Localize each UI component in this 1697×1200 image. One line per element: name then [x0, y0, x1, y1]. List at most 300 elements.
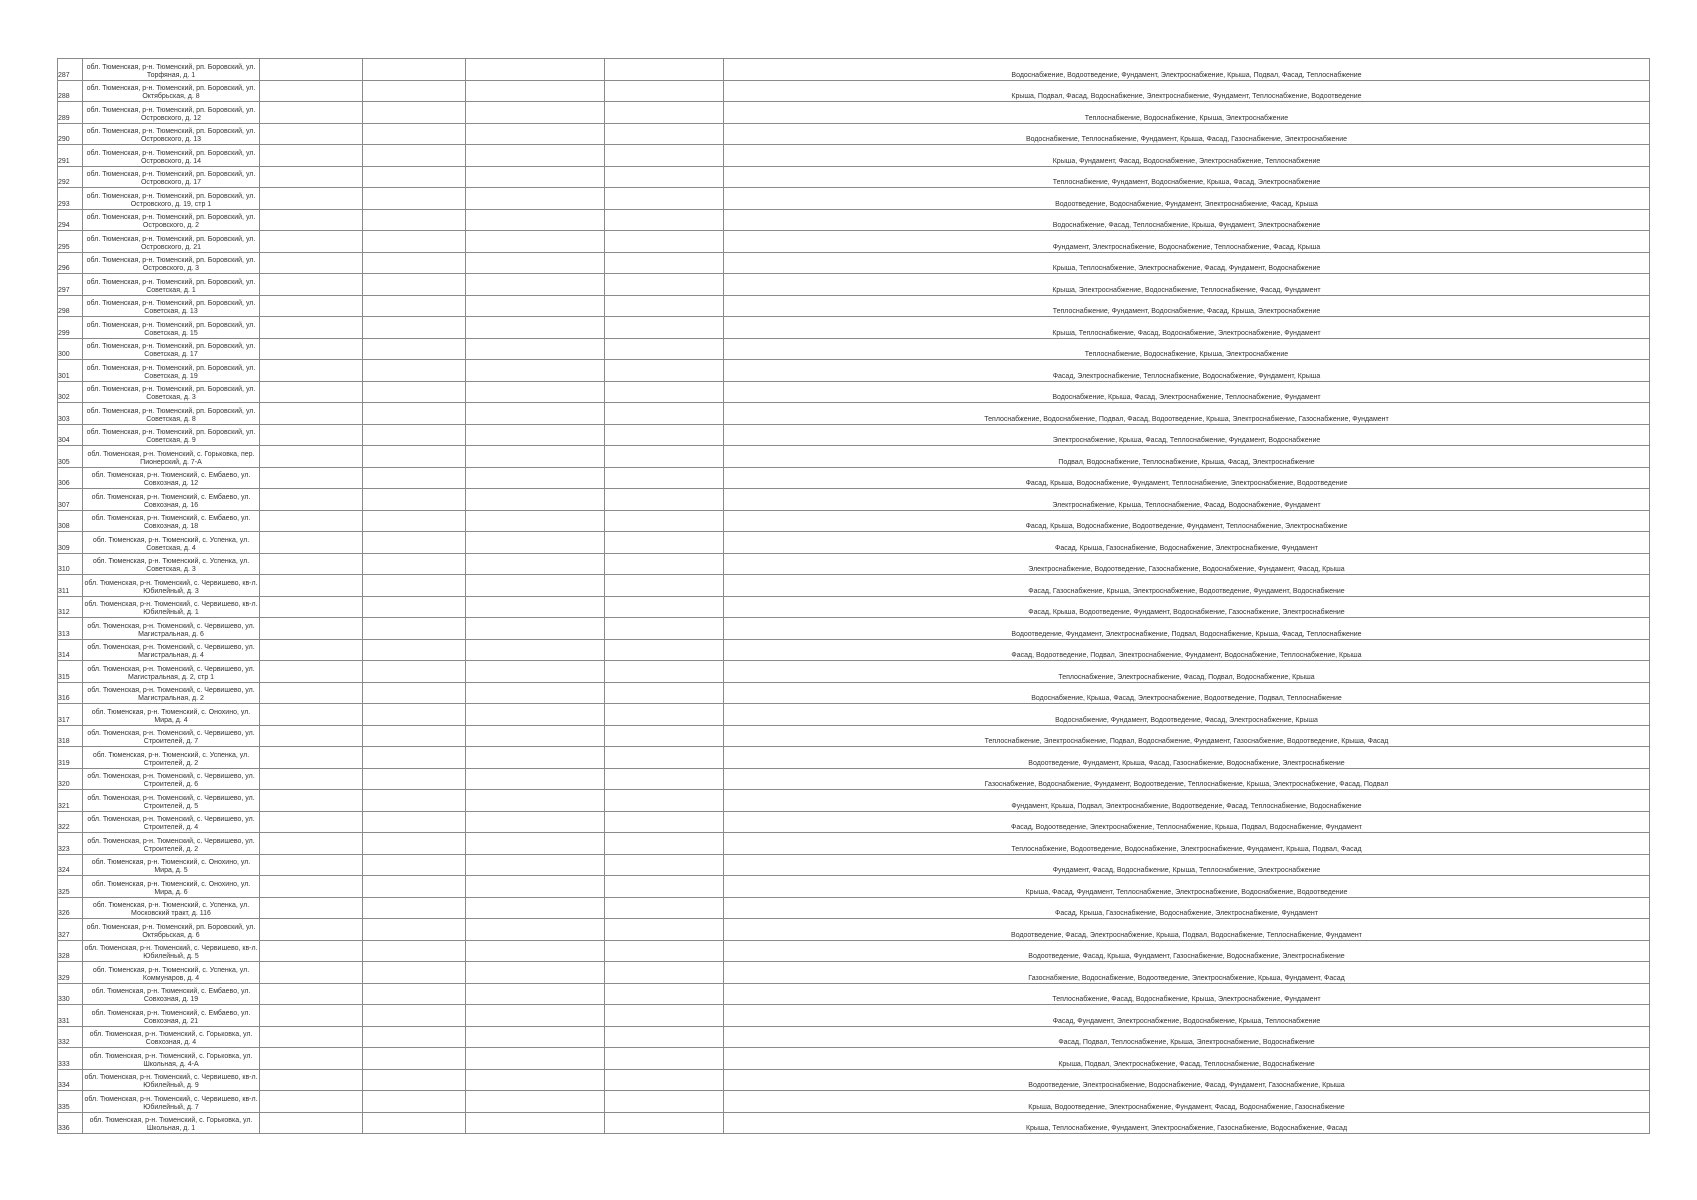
row-address: обл. Тюменская, р-н. Тюменский, с. Червишево, ул. Строителей, д. 5 — [83, 790, 260, 812]
empty-cell — [605, 553, 724, 575]
row-address: обл. Тюменская, р-н. Тюменский, рп. Боровский, ул. Островского, д. 2 — [83, 209, 260, 231]
empty-cell — [363, 854, 466, 876]
empty-cell — [260, 983, 363, 1005]
empty-cell — [466, 1091, 605, 1113]
empty-cell — [605, 704, 724, 726]
row-address: обл. Тюменская, р-н. Тюменский, с. Червишево, кв-л. Юбилейный, д. 9 — [83, 1069, 260, 1091]
empty-cell — [605, 940, 724, 962]
row-number: 320 — [58, 768, 83, 790]
row-works: Фундамент, Крыша, Подвал, Электроснабжение, Водоотведение, Фасад, Теплоснабжение, Водоснабжение — [724, 790, 1650, 812]
empty-cell — [466, 983, 605, 1005]
row-works: Крыша, Подвал, Фасад, Водоснабжение, Электроснабжение, Фундамент, Теплоснабжение, Водоотведение — [724, 80, 1650, 102]
row-number: 301 — [58, 360, 83, 382]
row-address: обл. Тюменская, р-н. Тюменский, с. Червишево, ул. Строителей, д. 4 — [83, 811, 260, 833]
empty-cell — [466, 532, 605, 554]
row-number: 303 — [58, 403, 83, 425]
row-number: 323 — [58, 833, 83, 855]
table-row — [58, 317, 1650, 339]
empty-cell — [605, 983, 724, 1005]
row-works: Теплоснабжение, Водоснабжение, Крыша, Электроснабжение — [724, 338, 1650, 360]
table-row — [58, 1069, 1650, 1091]
row-number: 308 — [58, 510, 83, 532]
row-works: Электроснабжение, Крыша, Фасад, Теплоснабжение, Фундамент, Водоснабжение — [724, 424, 1650, 446]
empty-cell — [605, 682, 724, 704]
empty-cell — [466, 209, 605, 231]
empty-cell — [605, 102, 724, 124]
row-works: Крыша, Электроснабжение, Водоснабжение, Теплоснабжение, Фасад, Фундамент — [724, 274, 1650, 296]
row-works: Водоснабжение, Крыша, Фасад, Электроснабжение, Теплоснабжение, Фундамент — [724, 381, 1650, 403]
empty-cell — [605, 833, 724, 855]
row-works: Водоснабжение, Теплоснабжение, Фундамент, Крыша, Фасад, Газоснабжение, Электроснабжение — [724, 123, 1650, 145]
row-number: 314 — [58, 639, 83, 661]
row-works: Водоотведение, Фасад, Электроснабжение, Крыша, Подвал, Водоснабжение, Теплоснабжение, Фундамент — [724, 919, 1650, 941]
row-works: Водоотведение, Электроснабжение, Водоснабжение, Фасад, Фундамент, Газоснабжение, Крыша — [724, 1069, 1650, 1091]
row-number: 298 — [58, 295, 83, 317]
row-number: 299 — [58, 317, 83, 339]
table-row — [58, 231, 1650, 253]
row-number: 326 — [58, 897, 83, 919]
row-works: Теплоснабжение, Электроснабжение, Подвал, Водоснабжение, Фундамент, Газоснабжение, Водоотведение, Крыша, Фасад — [724, 725, 1650, 747]
row-number: 318 — [58, 725, 83, 747]
empty-cell — [363, 790, 466, 812]
empty-cell — [466, 467, 605, 489]
empty-cell — [363, 704, 466, 726]
empty-cell — [466, 596, 605, 618]
empty-cell — [363, 59, 466, 81]
row-address: обл. Тюменская, р-н. Тюменский, с. Горьковка, пер. Пионерский, д. 7-А — [83, 446, 260, 468]
empty-cell — [260, 274, 363, 296]
empty-cell — [466, 940, 605, 962]
row-address: обл. Тюменская, р-н. Тюменский, рп. Боровский, ул. Советская, д. 1 — [83, 274, 260, 296]
empty-cell — [260, 1005, 363, 1027]
row-works: Крыша, Фундамент, Фасад, Водоснабжение, Электроснабжение, Теплоснабжение — [724, 145, 1650, 167]
table-row — [58, 897, 1650, 919]
works-table — [57, 58, 1650, 1134]
row-address: обл. Тюменская, р-н. Тюменский, с. Ембаево, ул. Совхозная, д. 16 — [83, 489, 260, 511]
empty-cell — [260, 467, 363, 489]
row-address: обл. Тюменская, р-н. Тюменский, рп. Боровский, ул. Островского, д. 12 — [83, 102, 260, 124]
empty-cell — [605, 811, 724, 833]
empty-cell — [363, 1005, 466, 1027]
row-number: 333 — [58, 1048, 83, 1070]
empty-cell — [363, 940, 466, 962]
empty-cell — [363, 123, 466, 145]
row-works: Фасад, Крыша, Водоснабжение, Водоотведение, Фундамент, Теплоснабжение, Электроснабжение — [724, 510, 1650, 532]
table-row — [58, 295, 1650, 317]
row-address: обл. Тюменская, р-н. Тюменский, с. Червишево, ул. Магистральная, д. 6 — [83, 618, 260, 640]
row-works: Фасад, Крыша, Водоотведение, Фундамент, Водоснабжение, Газоснабжение, Электроснабжение — [724, 596, 1650, 618]
row-number: 297 — [58, 274, 83, 296]
row-number: 289 — [58, 102, 83, 124]
row-works: Фасад, Крыша, Водоснабжение, Фундамент, Теплоснабжение, Электроснабжение, Водоотведение — [724, 467, 1650, 489]
empty-cell — [605, 1005, 724, 1027]
empty-cell — [466, 145, 605, 167]
empty-cell — [260, 704, 363, 726]
empty-cell — [260, 639, 363, 661]
row-works: Электроснабжение, Водоотведение, Газоснабжение, Водоснабжение, Фундамент, Фасад, Крыша — [724, 553, 1650, 575]
table-row — [58, 575, 1650, 597]
empty-cell — [363, 338, 466, 360]
row-address: обл. Тюменская, р-н. Тюменский, с. Успенка, ул. Коммунаров, д. 4 — [83, 962, 260, 984]
empty-cell — [260, 188, 363, 210]
empty-cell — [363, 1048, 466, 1070]
row-works: Теплоснабжение, Фасад, Водоснабжение, Крыша, Электроснабжение, Фундамент — [724, 983, 1650, 1005]
empty-cell — [260, 897, 363, 919]
empty-cell — [605, 1112, 724, 1134]
row-address: обл. Тюменская, р-н. Тюменский, рп. Боровский, ул. Островского, д. 21 — [83, 231, 260, 253]
empty-cell — [466, 317, 605, 339]
row-address: обл. Тюменская, р-н. Тюменский, с. Онохино, ул. Мира, д. 5 — [83, 854, 260, 876]
empty-cell — [260, 747, 363, 769]
row-works: Водоснабжение, Фундамент, Водоотведение, Фасад, Электроснабжение, Крыша — [724, 704, 1650, 726]
table-row — [58, 661, 1650, 683]
row-works: Крыша, Фасад, Фундамент, Теплоснабжение, Электроснабжение, Водоснабжение, Водоотведение — [724, 876, 1650, 898]
row-works: Фасад, Водоотведение, Подвал, Электроснабжение, Фундамент, Водоснабжение, Теплоснабжение, Крыша — [724, 639, 1650, 661]
row-address: обл. Тюменская, р-н. Тюменский, с. Ембаево, ул. Совхозная, д. 19 — [83, 983, 260, 1005]
empty-cell — [466, 274, 605, 296]
row-address: обл. Тюменская, р-н. Тюменский, с. Успенка, ул. Советская, д. 4 — [83, 532, 260, 554]
empty-cell — [363, 360, 466, 382]
row-works: Фасад, Крыша, Газоснабжение, Водоснабжение, Электроснабжение, Фундамент — [724, 532, 1650, 554]
empty-cell — [260, 317, 363, 339]
row-address: обл. Тюменская, р-н. Тюменский, рп. Боровский, ул. Островского, д. 19, стр 1 — [83, 188, 260, 210]
empty-cell — [260, 596, 363, 618]
table-row — [58, 983, 1650, 1005]
row-works: Газоснабжение, Водоснабжение, Фундамент, Водоотведение, Теплоснабжение, Крыша, Электроснабжение, Фасад, Подвал — [724, 768, 1650, 790]
row-works: Водоснабжение, Фасад, Теплоснабжение, Крыша, Фундамент, Электроснабжение — [724, 209, 1650, 231]
empty-cell — [466, 962, 605, 984]
table-row — [58, 747, 1650, 769]
row-works: Фундамент, Электроснабжение, Водоснабжение, Теплоснабжение, Фасад, Крыша — [724, 231, 1650, 253]
empty-cell — [363, 467, 466, 489]
empty-cell — [363, 295, 466, 317]
empty-cell — [260, 231, 363, 253]
empty-cell — [466, 424, 605, 446]
row-number: 322 — [58, 811, 83, 833]
row-address: обл. Тюменская, р-н. Тюменский, с. Червишево, ул. Магистральная, д. 4 — [83, 639, 260, 661]
table-row — [58, 510, 1650, 532]
empty-cell — [260, 252, 363, 274]
row-address: обл. Тюменская, р-н. Тюменский, рп. Боровский, ул. Советская, д. 3 — [83, 381, 260, 403]
row-works: Фасад, Подвал, Теплоснабжение, Крыша, Электроснабжение, Водоснабжение — [724, 1026, 1650, 1048]
empty-cell — [466, 575, 605, 597]
empty-cell — [260, 1091, 363, 1113]
row-address: обл. Тюменская, р-н. Тюменский, рп. Боровский, ул. Октябрьская, д. 6 — [83, 919, 260, 941]
row-number: 312 — [58, 596, 83, 618]
empty-cell — [363, 209, 466, 231]
empty-cell — [363, 811, 466, 833]
row-address: обл. Тюменская, р-н. Тюменский, с. Успенка, ул. Строителей, д. 2 — [83, 747, 260, 769]
empty-cell — [466, 1005, 605, 1027]
empty-cell — [466, 188, 605, 210]
empty-cell — [260, 80, 363, 102]
empty-cell — [466, 639, 605, 661]
row-number: 296 — [58, 252, 83, 274]
row-number: 305 — [58, 446, 83, 468]
row-number: 310 — [58, 553, 83, 575]
row-works: Подвал, Водоснабжение, Теплоснабжение, Крыша, Фасад, Электроснабжение — [724, 446, 1650, 468]
row-address: обл. Тюменская, р-н. Тюменский, с. Червишево, ул. Строителей, д. 7 — [83, 725, 260, 747]
row-address: обл. Тюменская, р-н. Тюменский, с. Онохино, ул. Мира, д. 4 — [83, 704, 260, 726]
empty-cell — [466, 231, 605, 253]
empty-cell — [260, 618, 363, 640]
empty-cell — [605, 661, 724, 683]
empty-cell — [260, 876, 363, 898]
row-address: обл. Тюменская, р-н. Тюменский, с. Успенка, ул. Московский тракт, д. 116 — [83, 897, 260, 919]
row-address: обл. Тюменская, р-н. Тюменский, с. Ембаево, ул. Совхозная, д. 18 — [83, 510, 260, 532]
empty-cell — [466, 833, 605, 855]
row-address: обл. Тюменская, р-н. Тюменский, с. Горьковка, ул. Школьная, д. 1 — [83, 1112, 260, 1134]
empty-cell — [260, 295, 363, 317]
empty-cell — [260, 59, 363, 81]
empty-cell — [605, 854, 724, 876]
row-works: Водоснабжение, Крыша, Фасад, Электроснабжение, Водоотведение, Подвал, Теплоснабжение — [724, 682, 1650, 704]
empty-cell — [466, 381, 605, 403]
empty-cell — [260, 553, 363, 575]
empty-cell — [260, 102, 363, 124]
table-row — [58, 790, 1650, 812]
empty-cell — [363, 424, 466, 446]
row-works: Крыша, Водоотведение, Электроснабжение, Фундамент, Фасад, Водоснабжение, Газоснабжение — [724, 1091, 1650, 1113]
row-address: обл. Тюменская, р-н. Тюменский, с. Червишево, ул. Строителей, д. 6 — [83, 768, 260, 790]
row-number: 294 — [58, 209, 83, 231]
empty-cell — [363, 747, 466, 769]
empty-cell — [466, 489, 605, 511]
row-address: обл. Тюменская, р-н. Тюменский, с. Червишево, кв-л. Юбилейный, д. 1 — [83, 596, 260, 618]
empty-cell — [605, 209, 724, 231]
empty-cell — [260, 575, 363, 597]
row-address: обл. Тюменская, р-н. Тюменский, рп. Боровский, ул. Островского, д. 17 — [83, 166, 260, 188]
row-number: 328 — [58, 940, 83, 962]
row-address: обл. Тюменская, р-н. Тюменский, с. Горьковка, ул. Совхозная, д. 4 — [83, 1026, 260, 1048]
empty-cell — [605, 252, 724, 274]
empty-cell — [260, 489, 363, 511]
table-row — [58, 80, 1650, 102]
empty-cell — [363, 317, 466, 339]
table-row — [58, 403, 1650, 425]
empty-cell — [363, 231, 466, 253]
empty-cell — [466, 166, 605, 188]
row-works: Водоотведение, Фундамент, Электроснабжение, Подвал, Водоснабжение, Крыша, Фасад, Теплоснабжение — [724, 618, 1650, 640]
row-address: обл. Тюменская, р-н. Тюменский, рп. Боровский, ул. Островского, д. 13 — [83, 123, 260, 145]
table-row — [58, 123, 1650, 145]
table-row — [58, 360, 1650, 382]
row-number: 300 — [58, 338, 83, 360]
empty-cell — [466, 446, 605, 468]
table-row — [58, 833, 1650, 855]
row-works: Теплоснабжение, Водоснабжение, Крыша, Электроснабжение — [724, 102, 1650, 124]
table-row — [58, 639, 1650, 661]
empty-cell — [363, 983, 466, 1005]
empty-cell — [605, 897, 724, 919]
empty-cell — [260, 209, 363, 231]
table-row — [58, 424, 1650, 446]
empty-cell — [605, 1048, 724, 1070]
row-works: Водоотведение, Фундамент, Крыша, Фасад, Газоснабжение, Водоснабжение, Электроснабжение — [724, 747, 1650, 769]
empty-cell — [605, 790, 724, 812]
empty-cell — [466, 682, 605, 704]
empty-cell — [363, 768, 466, 790]
empty-cell — [466, 854, 605, 876]
row-address: обл. Тюменская, р-н. Тюменский, с. Ембаево, ул. Совхозная, д. 21 — [83, 1005, 260, 1027]
empty-cell — [260, 940, 363, 962]
row-works: Теплоснабжение, Водоснабжение, Подвал, Фасад, Водоотведение, Крыша, Электроснабжение, Газоснабжение, Фундамент — [724, 403, 1650, 425]
row-address: обл. Тюменская, р-н. Тюменский, с. Червишево, кв-л. Юбилейный, д. 3 — [83, 575, 260, 597]
row-number: 330 — [58, 983, 83, 1005]
empty-cell — [363, 80, 466, 102]
empty-cell — [605, 919, 724, 941]
empty-cell — [260, 1026, 363, 1048]
empty-cell — [363, 403, 466, 425]
empty-cell — [363, 489, 466, 511]
empty-cell — [605, 274, 724, 296]
empty-cell — [363, 1069, 466, 1091]
table-row — [58, 446, 1650, 468]
empty-cell — [605, 446, 724, 468]
row-number: 315 — [58, 661, 83, 683]
empty-cell — [466, 553, 605, 575]
empty-cell — [260, 510, 363, 532]
empty-cell — [260, 1069, 363, 1091]
empty-cell — [260, 145, 363, 167]
empty-cell — [605, 1069, 724, 1091]
row-works: Газоснабжение, Водоснабжение, Водоотведение, Электроснабжение, Крыша, Фундамент, Фасад — [724, 962, 1650, 984]
row-works: Фасад, Крыша, Газоснабжение, Водоснабжение, Электроснабжение, Фундамент — [724, 897, 1650, 919]
empty-cell — [363, 188, 466, 210]
row-works: Фасад, Фундамент, Электроснабжение, Водоснабжение, Крыша, Теплоснабжение — [724, 1005, 1650, 1027]
table-row — [58, 682, 1650, 704]
table-row — [58, 489, 1650, 511]
empty-cell — [605, 1026, 724, 1048]
row-works: Водоснабжение, Водоотведение, Фундамент, Электроснабжение, Крыша, Подвал, Фасад, Теплоснабжение — [724, 59, 1650, 81]
table-row — [58, 854, 1650, 876]
row-works: Крыша, Подвал, Электроснабжение, Фасад, Теплоснабжение, Водоснабжение — [724, 1048, 1650, 1070]
empty-cell — [605, 231, 724, 253]
empty-cell — [363, 166, 466, 188]
empty-cell — [605, 962, 724, 984]
row-number: 321 — [58, 790, 83, 812]
table-row — [58, 768, 1650, 790]
table-body — [58, 59, 1650, 1134]
row-works: Фасад, Газоснабжение, Крыша, Электроснабжение, Водоотведение, Фундамент, Водоснабжение — [724, 575, 1650, 597]
empty-cell — [466, 768, 605, 790]
empty-cell — [605, 725, 724, 747]
row-number: 307 — [58, 489, 83, 511]
empty-cell — [466, 403, 605, 425]
row-address: обл. Тюменская, р-н. Тюменский, с. Червишево, ул. Строителей, д. 2 — [83, 833, 260, 855]
row-works: Фундамент, Фасад, Водоснабжение, Крыша, Теплоснабжение, Электроснабжение — [724, 854, 1650, 876]
empty-cell — [466, 252, 605, 274]
empty-cell — [605, 489, 724, 511]
empty-cell — [605, 510, 724, 532]
row-number: 334 — [58, 1069, 83, 1091]
empty-cell — [363, 1026, 466, 1048]
empty-cell — [605, 747, 724, 769]
empty-cell — [363, 381, 466, 403]
empty-cell — [466, 618, 605, 640]
empty-cell — [466, 360, 605, 382]
row-number: 295 — [58, 231, 83, 253]
row-works: Фасад, Электроснабжение, Теплоснабжение, Водоснабжение, Фундамент, Крыша — [724, 360, 1650, 382]
empty-cell — [605, 166, 724, 188]
empty-cell — [260, 725, 363, 747]
empty-cell — [260, 811, 363, 833]
row-address: обл. Тюменская, р-н. Тюменский, с. Горьковка, ул. Школьная, д. 4-А — [83, 1048, 260, 1070]
empty-cell — [605, 1091, 724, 1113]
empty-cell — [363, 252, 466, 274]
row-number: 313 — [58, 618, 83, 640]
empty-cell — [466, 1112, 605, 1134]
empty-cell — [260, 532, 363, 554]
table-row — [58, 209, 1650, 231]
empty-cell — [466, 295, 605, 317]
row-works: Электроснабжение, Крыша, Теплоснабжение, Фасад, Водоснабжение, Фундамент — [724, 489, 1650, 511]
row-number: 309 — [58, 532, 83, 554]
table-row — [58, 381, 1650, 403]
row-number: 302 — [58, 381, 83, 403]
empty-cell — [605, 80, 724, 102]
table-row — [58, 532, 1650, 554]
empty-cell — [363, 661, 466, 683]
row-address: обл. Тюменская, р-н. Тюменский, с. Ембаево, ул. Совхозная, д. 12 — [83, 467, 260, 489]
empty-cell — [605, 768, 724, 790]
row-address: обл. Тюменская, р-н. Тюменский, рп. Боровский, ул. Советская, д. 19 — [83, 360, 260, 382]
empty-cell — [260, 424, 363, 446]
row-number: 331 — [58, 1005, 83, 1027]
empty-cell — [605, 295, 724, 317]
row-address: обл. Тюменская, р-н. Тюменский, рп. Боровский, ул. Советская, д. 8 — [83, 403, 260, 425]
empty-cell — [260, 381, 363, 403]
empty-cell — [466, 1069, 605, 1091]
row-address: обл. Тюменская, р-н. Тюменский, рп. Боровский, ул. Советская, д. 15 — [83, 317, 260, 339]
row-address: обл. Тюменская, р-н. Тюменский, рп. Боровский, ул. Торфяная, д. 1 — [83, 59, 260, 81]
row-number: 327 — [58, 919, 83, 941]
empty-cell — [605, 467, 724, 489]
empty-cell — [260, 123, 363, 145]
empty-cell — [466, 661, 605, 683]
row-address: обл. Тюменская, р-н. Тюменский, с. Червишево, кв-л. Юбилейный, д. 5 — [83, 940, 260, 962]
row-works: Водоотведение, Водоснабжение, Фундамент, Электроснабжение, Фасад, Крыша — [724, 188, 1650, 210]
empty-cell — [260, 768, 363, 790]
row-works: Крыша, Теплоснабжение, Фундамент, Электроснабжение, Газоснабжение, Водоснабжение, Фасад — [724, 1112, 1650, 1134]
empty-cell — [466, 919, 605, 941]
row-works: Крыша, Теплоснабжение, Фасад, Водоснабжение, Электроснабжение, Фундамент — [724, 317, 1650, 339]
empty-cell — [363, 102, 466, 124]
empty-cell — [363, 1112, 466, 1134]
row-works: Теплоснабжение, Фундамент, Водоснабжение, Фасад, Крыша, Электроснабжение — [724, 295, 1650, 317]
row-works: Теплоснабжение, Водоотведение, Водоснабжение, Электроснабжение, Фундамент, Крыша, Подвал, Фасад — [724, 833, 1650, 855]
table-row — [58, 962, 1650, 984]
row-address: обл. Тюменская, р-н. Тюменский, рп. Боровский, ул. Советская, д. 17 — [83, 338, 260, 360]
empty-cell — [605, 145, 724, 167]
empty-cell — [363, 145, 466, 167]
table-row — [58, 919, 1650, 941]
table-row — [58, 1005, 1650, 1027]
row-number: 293 — [58, 188, 83, 210]
empty-cell — [466, 790, 605, 812]
empty-cell — [363, 553, 466, 575]
empty-cell — [260, 1048, 363, 1070]
table-row — [58, 811, 1650, 833]
table-row — [58, 596, 1650, 618]
empty-cell — [260, 1112, 363, 1134]
empty-cell — [605, 123, 724, 145]
row-number: 304 — [58, 424, 83, 446]
table-row — [58, 274, 1650, 296]
empty-cell — [605, 618, 724, 640]
empty-cell — [363, 962, 466, 984]
empty-cell — [363, 682, 466, 704]
